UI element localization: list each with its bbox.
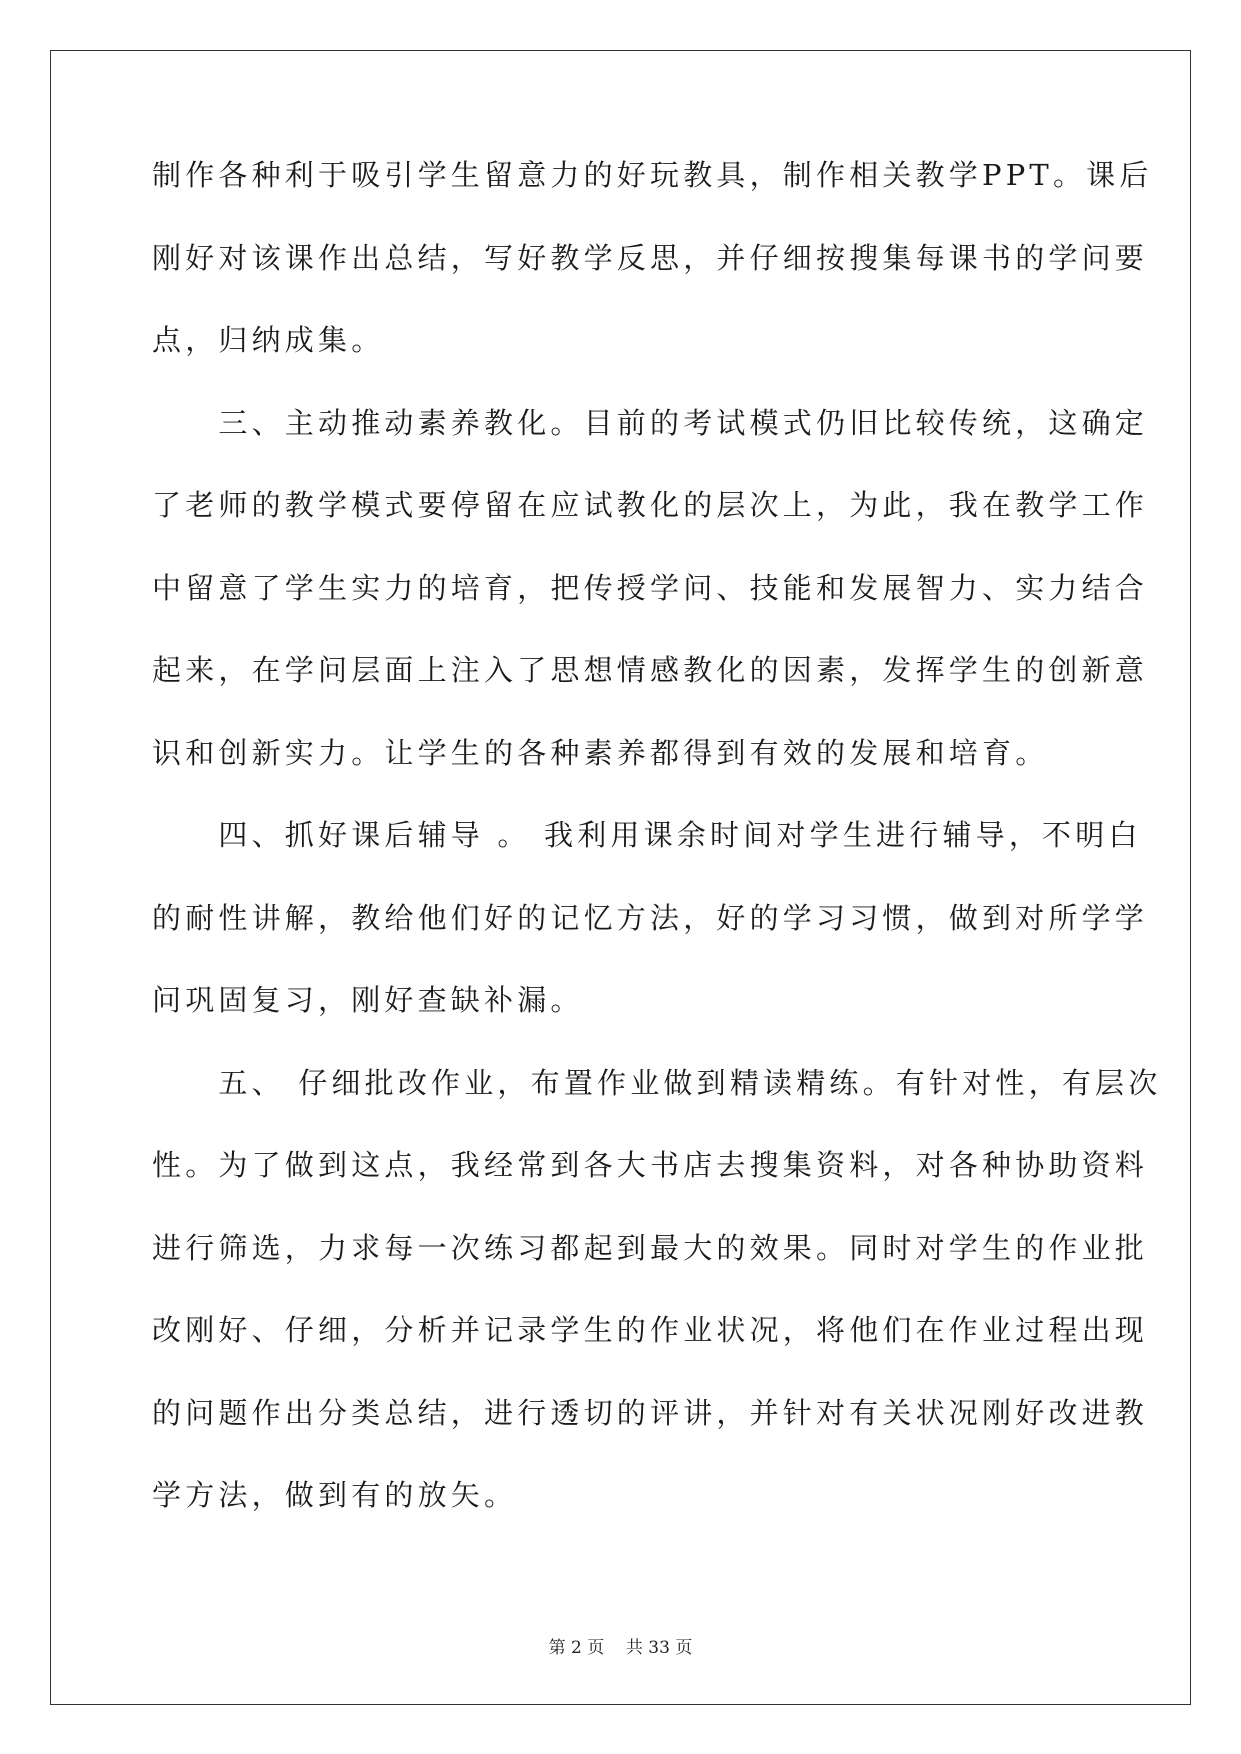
text-line: 起来，在学问层面上注入了思想情感教化的因素，发挥学生的创新意 — [152, 653, 1149, 687]
document-body — [152, 158, 1162, 1563]
text-line: 刚好对该课作出总结，写好教学反思，并仔细按搜集每课书的学问要 — [152, 240, 1149, 275]
text-line: 了老师的教学模式要停留在应试教化的层次上，为此，我在教学工作 — [152, 488, 1149, 522]
text-line: 的问题作出分类总结，进行透切的评讲，并针对有关状况刚好改进教 — [152, 1395, 1149, 1430]
text-line: 进行筛选，力求每一次练习都起到最大的效果。同时对学生的作业批 — [152, 1230, 1149, 1265]
text-line: 改刚好、仔细，分析并记录学生的作业状况，将他们在作业过程出现 — [152, 1313, 1149, 1347]
page-number-footer: 第 2 页 共 33 页 — [548, 1638, 693, 1658]
text-line: 五、 仔细批改作业，布置作业做到精读精练。有针对性，有层次 — [152, 1065, 1162, 1100]
text-line: 三、主动推动素养教化。目前的考试模式仍旧比较传统，这确定 — [152, 405, 1149, 440]
text-line: 四、抓好课后辅导 。 我利用课余时间对学生进行辅导，不明白 — [152, 818, 1142, 852]
text-line: 制作各种利于吸引学生留意力的好玩教具，制作相关教学PPT。课后 — [152, 158, 1153, 192]
text-line: 性。为了做到这点，我经常到各大书店去搜集资料，对各种协助资料 — [152, 1148, 1149, 1182]
text-line: 识和创新实力。让学生的各种素养都得到有效的发展和培育。 — [152, 735, 1049, 770]
text-line: 的耐性讲解，教给他们好的记忆方法，好的学习习惯，做到对所学学 — [152, 900, 1149, 935]
text-line: 点，归纳成集。 — [152, 323, 385, 357]
text-line: 中留意了学生实力的培育，把传授学问、技能和发展智力、实力结合 — [152, 570, 1149, 605]
text-line: 学方法，做到有的放矢。 — [152, 1478, 518, 1512]
text-line: 问巩固复习，刚好查缺补漏。 — [152, 983, 584, 1017]
